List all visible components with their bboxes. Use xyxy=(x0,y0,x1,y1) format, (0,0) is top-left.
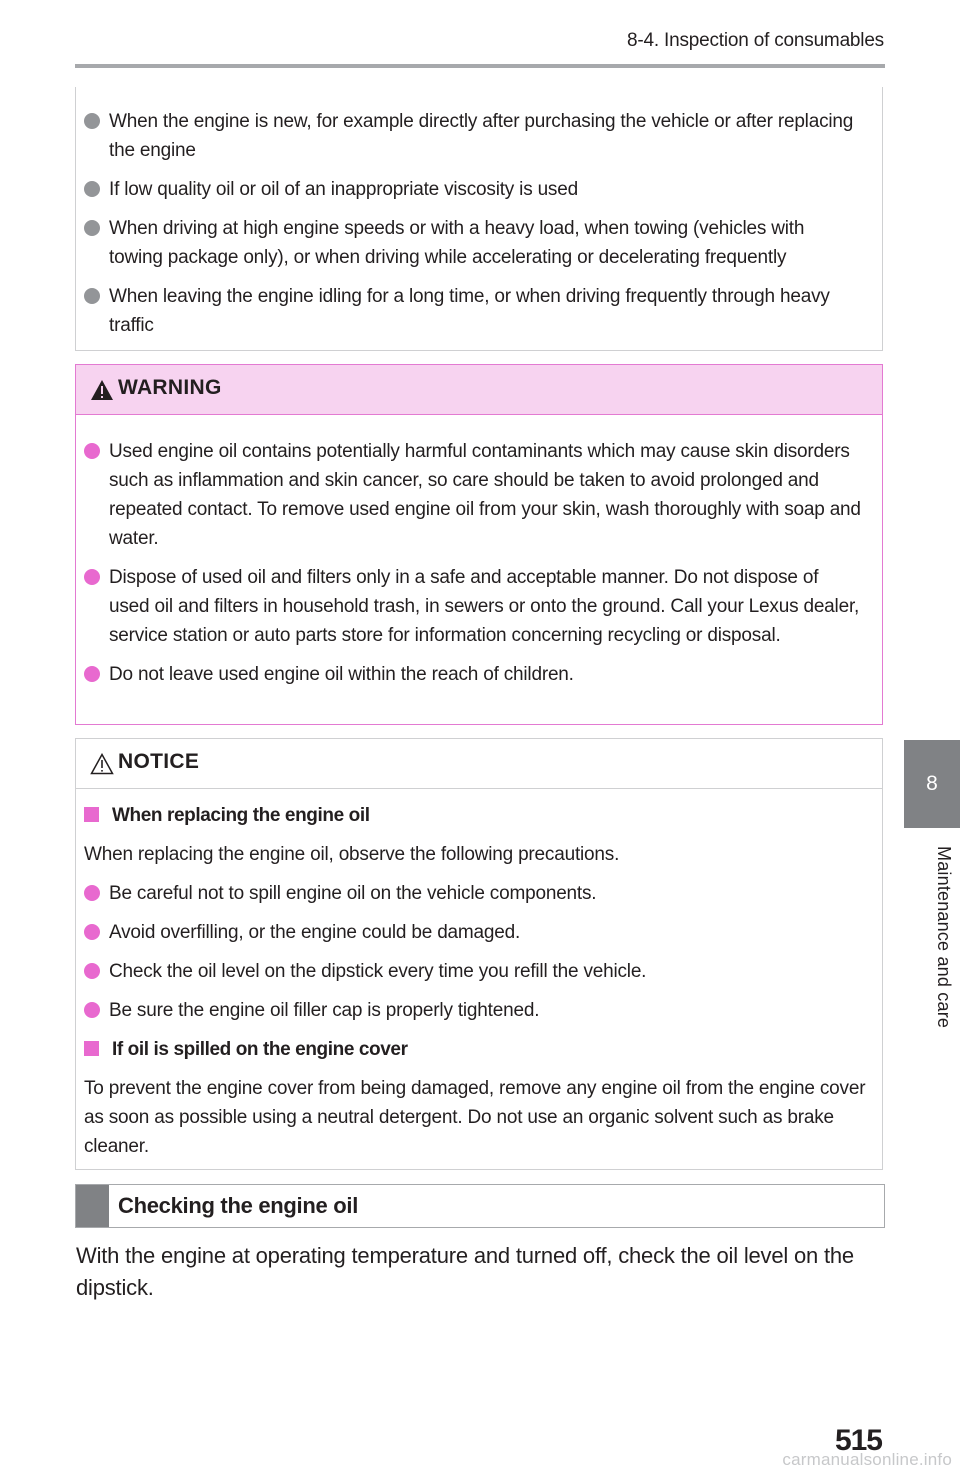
section-title: Checking the engine oil xyxy=(118,1193,359,1218)
conditions-box xyxy=(75,87,883,351)
section-heading xyxy=(75,1184,885,1228)
notice-paragraph: When replacing the engine oil, observe the following precautions. xyxy=(84,844,620,865)
list-item xyxy=(76,282,862,340)
notice-box xyxy=(75,738,883,1170)
notice-subheading xyxy=(76,801,870,830)
body-paragraph: With the engine at operating temperature and turned off, check the oil level on the dipstick. xyxy=(76,1243,854,1300)
bullet-icon xyxy=(84,288,100,304)
bullet-icon xyxy=(84,666,100,682)
header-title: 8-4. Inspection of consumables xyxy=(627,30,884,51)
bullet-icon xyxy=(84,220,100,236)
list-item xyxy=(76,660,862,689)
list-item xyxy=(76,175,862,204)
bullet-icon xyxy=(84,963,100,979)
section-marker xyxy=(76,1185,109,1227)
list-item-text: Be careful not to spill engine oil on the vehicle components. xyxy=(109,883,597,904)
warning-icon xyxy=(90,379,114,401)
list-item xyxy=(76,563,862,650)
bullet-icon xyxy=(84,885,100,901)
bullet-icon xyxy=(84,113,100,129)
warning-label: WARNING xyxy=(118,376,222,399)
warning-header xyxy=(76,365,882,415)
list-item-text: Dispose of used oil and filters only in a safe and acceptable manner. Do not dispose of used oil and filters in household trash, in sewers or onto the ground. Call your Lexus dealer, service station or auto parts store for information concerning recycling or disposal. xyxy=(109,567,860,646)
list-item xyxy=(76,996,870,1025)
bullet-icon xyxy=(84,181,100,197)
header-rule xyxy=(75,64,885,68)
list-item xyxy=(76,957,870,986)
list-item xyxy=(76,437,862,553)
list-item-text: Do not leave used engine oil within the reach of children. xyxy=(109,664,574,685)
list-item-text: Avoid overfilling, or the engine could be damaged. xyxy=(109,922,521,943)
list-item-text: When leaving the engine idling for a long time, or when driving frequently through heavy traffic xyxy=(109,286,830,336)
notice-label: NOTICE xyxy=(118,750,200,773)
bullet-icon xyxy=(84,569,100,585)
notice-header xyxy=(76,739,882,789)
list-item-text: When the engine is new, for example directly after purchasing the vehicle or after replacing the engine xyxy=(109,111,854,161)
subheading-text: If oil is spilled on the engine cover xyxy=(112,1039,408,1060)
square-bullet-icon xyxy=(84,1041,99,1056)
list-item xyxy=(76,879,870,908)
chapter-tab[interactable]: 8 xyxy=(904,740,960,828)
list-item xyxy=(76,214,862,272)
bullet-icon xyxy=(84,924,100,940)
watermark: carmanualsonline.info xyxy=(782,1450,952,1469)
list-item xyxy=(76,918,870,947)
bullet-icon xyxy=(84,443,100,459)
list-item-text: Check the oil level on the dipstick every time you refill the vehicle. xyxy=(109,961,647,982)
list-item-text: Be sure the engine oil filler cap is properly tightened. xyxy=(109,1000,540,1021)
subheading-text: When replacing the engine oil xyxy=(112,805,370,826)
notice-subheading xyxy=(76,1035,870,1064)
chapter-label: Maintenance and care xyxy=(934,846,954,1029)
list-item-text: Used engine oil contains potentially harmful contaminants which may cause skin disorders such as inflammation and skin cancer, so care should be taken to avoid prolonged and repeated contact. To remove used engine oil from your skin, wash thoroughly with soap and water. xyxy=(109,441,861,549)
list-item-text: If low quality oil or oil of an inappropriate viscosity is used xyxy=(109,179,578,200)
page-number: 515 xyxy=(834,1424,882,1457)
list-item xyxy=(76,107,862,165)
warning-box xyxy=(75,364,883,725)
list-item-text: When driving at high engine speeds or with a heavy load, when towing (vehicles with towing package only), or when driving while accelerating or decelerating frequently xyxy=(109,218,805,268)
notice-paragraph: To prevent the engine cover from being damaged, remove any engine oil from the engine cover as soon as possible using a neutral detergent. Do not use an organic solvent such as brake cleaner. xyxy=(84,1078,866,1157)
bullet-icon xyxy=(84,1002,100,1018)
square-bullet-icon xyxy=(84,807,99,822)
notice-icon xyxy=(90,753,114,775)
